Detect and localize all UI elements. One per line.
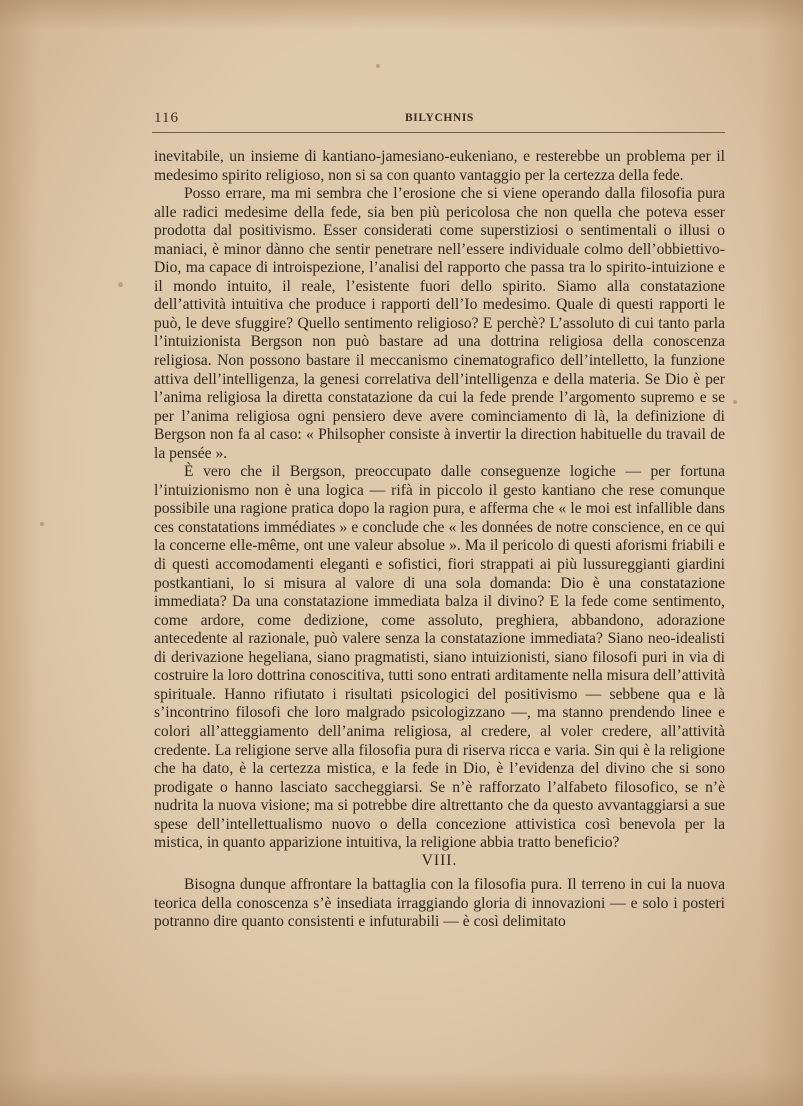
page-number: 116 [154, 110, 179, 126]
paragraph: inevitabile, un insieme di kantiano-jamesiano-eukeniano, e resterebbe un problema per il medesimo spirito religioso, non si sa con quanto vantaggio per la certezza della fede. [154, 148, 725, 184]
body-text [154, 148, 725, 853]
section-heading: VIII. [421, 852, 458, 869]
paragraph: È vero che il Bergson, preoccupato dalle conseguenze logiche — per fortuna l’intuizionismo non è una logica — rifà in piccolo il gesto kantiano che rese comunque possibile una ragione pratica dopo la ragion pura, e afferma che « le moi est infallible dans ces constatations immédiates » e conclude che « les données de notre conscience, en ce qui la concerne elle-même, ont une valeur absolue ». Ma il pericolo di questi aforismi friabili e di questi accomodamenti eleganti e sofistici, fiori strappati ai più lussureggianti giardini postkantiani, lo si misura al valore di una sola domanda: Dio è una constatazione immediata? Da una constatazione immediata balza il divino? E la fede come sentimento, come ardore, come dedizione, come assoluto, preghiera, abbandono, adorazione antecedente al razionale, può valere senza la constatazione immediata? Siano neo-idealisti di derivazione hegeliana, siano pragmatisti, siano intuizionisti, siano filosofi puri in via di costruire la loro dottrina conoscitiva, tutti sono entrati arditamente nella misura dell’attività spirituale. Hanno rifiutato i risultati psicologici del positivismo — sebbene qua e là s’incontrino filosofi che loro malgrado psicologizzano —, ma stanno prendendo linee e colori all’atteggiamento dell’anima religiosa, al credere, al voler credere, all’attività credente. La religione serve alla filosofia pura di riserva ricca e varia. Sin qui è la religione che ha dato, è la certezza mistica, e la fede in Dio, è l’evidenza del divino che si sono prodigate o hanno lasciato saccheggiarsi. Se n’è rafforzato l’alfabeto filosofico, se n’è nudrita la nuova visione; ma si potrebbe dire altrettanto che da questo avvantaggiarsi a sue spese dell’intellettualismo nuovo o della concezione attivistica così benevola per la mistica, in quanto apparizione intuitiva, la religione abbia tratto beneficio? [154, 463, 725, 852]
ink-spot [118, 282, 123, 287]
paragraph: Posso errare, ma mi sembra che l’erosione che si viene operando dalla filosofia pura alle radici medesime della fede, sia ben più pericolosa che non quella che poteva esser prodotta dal positivismo. Esser considerati come superstiziosi o sentimentali o illusi o maniaci, è minor dànno che sentir penetrare nell’essere individuale colmo dell’obbiettivo-Dio, ma capace di introispezione, l’analisi del rapporto che passa tra lo spirito-intuizione e il mondo intuito, il reale, l’esistente fuori dello spirito. Siamo alla constatazione dell’attività intuitiva che produce i rapporti dell’Io medesimo. Quale di questi rapporti le può, le deve sfuggire? Quello sentimento religioso? E perchè? L’assoluto di cui tanto parla l’intuizionista Bergson non può bastare ad una dottrina religiosa della conoscenza religiosa. Non possono bastare il meccanismo cinematografico dell’intelletto, la funzione attiva dell’intelligenza, la genesi correlativa dell’intelligenza e della materia. Se Dio è per l’anima religiosa la diretta constatazione da cui la fede prende l’argomento supremo e se per l’anima religiosa ogni pensiero deve avere cominciamento di là, la definizione di Bergson non fa al caso: « Philsopher consiste à invertir la direction habituelle du travail de la pensée ». [154, 185, 725, 462]
ink-spot [376, 64, 380, 68]
paragraph: Bisogna dunque affrontare la battaglia con la filosofia pura. Il terreno in cui la nuova teorica della conoscenza s’è insediata irraggiando gloria di innovazioni — e solo i posteri potranno dire quanto consistenti e infuturabili — è così delimitato [154, 876, 725, 931]
section-text [154, 876, 725, 932]
running-header [152, 110, 725, 134]
header-rule [152, 132, 725, 133]
ink-spot [40, 522, 44, 526]
running-title: BILYCHNIS [405, 112, 474, 124]
ink-spot [733, 400, 737, 404]
